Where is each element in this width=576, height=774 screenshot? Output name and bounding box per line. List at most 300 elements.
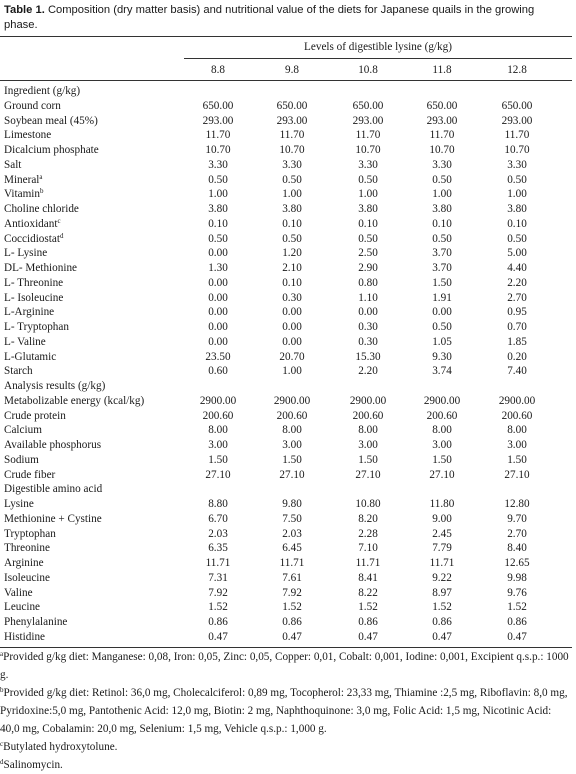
header-bottom-rule	[0, 80, 572, 81]
table-cell: 10.70	[279, 144, 305, 156]
table-cell: 1.00	[432, 188, 452, 201]
table-cell: 4.40	[507, 262, 527, 274]
table-cell: 0.50	[507, 173, 527, 186]
table-cell: 0.86	[358, 616, 378, 628]
table-cell: 2.50	[358, 247, 378, 260]
table-cell: 0.00	[282, 306, 302, 319]
table-cell: 3.00	[208, 439, 228, 451]
table-cell: 7.40	[507, 365, 527, 378]
table-row	[0, 364, 572, 379]
row-label	[4, 615, 67, 630]
table-cell: 11.71	[205, 557, 231, 569]
table-cell: 0.50	[208, 232, 228, 245]
table-cell: 27.10	[355, 468, 381, 481]
table-cell: 11.70	[504, 129, 530, 142]
row-label-text: Mineral	[4, 173, 40, 186]
row-label	[4, 497, 34, 512]
table-cell: 0.10	[358, 217, 378, 230]
table-cell: 0.50	[282, 173, 302, 186]
row-label-text: Salt	[4, 158, 22, 171]
row-label	[4, 232, 63, 247]
table-cell: 0.86	[507, 616, 527, 628]
table-cell: 7.92	[282, 586, 302, 599]
table-cell: 0.00	[208, 335, 228, 348]
table-cell: 8.00	[208, 424, 228, 437]
table-cell: 0.60	[208, 365, 228, 378]
row-label-text: Histidine	[4, 630, 46, 643]
table-cell: 1.50	[358, 453, 378, 466]
table-cell: 11.70	[429, 129, 455, 142]
table-cell: 8.20	[358, 512, 378, 525]
row-label-text: L-Glutamic	[4, 350, 57, 363]
table-cell: 293.00	[352, 114, 384, 127]
table-cell: 0.00	[282, 321, 302, 333]
table-row	[0, 158, 572, 173]
table-cell: 2.70	[507, 291, 527, 304]
table-cell: 3.30	[358, 158, 378, 171]
table-cell: 0.47	[208, 630, 228, 643]
row-label-text: L- Lysine	[4, 247, 48, 260]
table-cell: 15.30	[355, 350, 381, 363]
table-cell: 0.50	[432, 321, 452, 333]
row-label	[4, 158, 21, 173]
table-cell: 0.47	[507, 630, 527, 643]
table-cell: 9.70	[507, 512, 527, 525]
table-cell: 0.00	[208, 291, 228, 304]
section-row	[0, 379, 572, 394]
table-cell: 200.60	[501, 409, 533, 422]
table-cell: 6.70	[208, 512, 228, 525]
table-cell: 1.52	[432, 601, 452, 614]
table-cell: 0.10	[432, 217, 452, 230]
table-cell: 27.10	[279, 468, 305, 481]
table-cell: 200.60	[202, 409, 234, 422]
table-cell: 2.20	[358, 365, 378, 378]
table-cell: 200.60	[352, 409, 384, 422]
table-row	[0, 291, 572, 306]
table-row	[0, 202, 572, 217]
table-cell: 27.10	[429, 468, 455, 481]
table-cell: 3.00	[507, 439, 527, 451]
table-cell: 5.00	[507, 247, 527, 260]
table-cell: 0.00	[432, 306, 452, 319]
table-cell: 3.70	[432, 262, 452, 274]
row-label	[4, 527, 56, 542]
row-label	[4, 600, 40, 615]
table-cell: 3.00	[282, 439, 302, 451]
footnote-marker: d	[59, 231, 64, 240]
table-cell: 0.00	[208, 321, 228, 333]
table-cell: 27.10	[205, 468, 231, 481]
table-cell: 7.92	[208, 586, 228, 599]
table-row	[0, 571, 572, 586]
table-cell: 9.98	[507, 571, 527, 584]
section-title: Digestible amino acid	[4, 483, 103, 496]
table-cell: 2900.00	[349, 394, 387, 407]
table-row	[0, 615, 572, 630]
table-cell: 2.20	[507, 276, 527, 289]
table-cell: 12.65	[504, 557, 530, 569]
table-cell: 0.10	[282, 217, 302, 230]
table-cell: 1.52	[358, 601, 378, 614]
table-cell: 1.50	[432, 276, 452, 289]
footnote-text: Provided g/kg diet: Retinol: 36,0 mg, Cholecalciferol: 0,89 mg, Tocopherol: 23,33 mg, Thiamine :2,5 mg, Riboflavin: 8,0 mg, Pyridoxine:5,0 mg, Pantothenic Acid: 12,0 mg, Biotin: 2 mg, Naphthoquinone: 3,0 mg, Folic Acid: 1,5 mg, Nicotinic Acid: 40,0 mg, Cobalamin: 20,0 mg, Selenium: 1,5 mg, Vehicle q.s.p.: 1,000 g.	[0, 686, 568, 735]
row-label-text: Ground corn	[4, 99, 61, 112]
table-cell: 0.50	[282, 232, 302, 245]
table-cell: 0.86	[432, 616, 452, 628]
table-cell: 3.30	[507, 158, 527, 171]
table-cell: 650.00	[276, 99, 308, 112]
row-label	[4, 468, 55, 483]
table-row	[0, 187, 572, 202]
row-label-text: Crude fiber	[4, 468, 56, 481]
row-label-text: L- Isoleucine	[4, 291, 64, 304]
table-cell: 8.41	[358, 571, 378, 584]
table-cell: 0.00	[208, 276, 228, 289]
table-cell: 10.70	[504, 144, 530, 156]
table-cell: 1.05	[432, 335, 452, 348]
table-row	[0, 114, 572, 129]
table-row	[0, 497, 572, 512]
table-cell: 9.22	[432, 571, 452, 584]
table-cell: 0.80	[358, 276, 378, 289]
row-label	[4, 438, 101, 453]
table-cell: 2.45	[432, 527, 452, 540]
row-label	[4, 556, 44, 571]
row-label	[4, 291, 63, 306]
table-cell: 0.50	[507, 232, 527, 245]
row-label	[4, 202, 79, 217]
table-row	[0, 305, 572, 320]
table-row	[0, 350, 572, 365]
table-row	[0, 512, 572, 527]
table-cell: 11.70	[355, 129, 381, 142]
table-cell: 2.70	[507, 527, 527, 540]
row-label-text: Phenylalanine	[4, 616, 68, 628]
table-cell: 0.86	[208, 616, 228, 628]
row-label	[4, 335, 46, 350]
row-label	[4, 409, 66, 424]
table-cell: 293.00	[202, 114, 234, 127]
table-caption-text: Composition (dry matter basis) and nutritional value of the diets for Japanese quails in the growing phase.	[4, 4, 535, 31]
table-cell: 0.00	[208, 306, 228, 319]
row-label-text: Dicalcium phosphate	[4, 144, 99, 156]
table-row	[0, 99, 572, 114]
table-cell: 2900.00	[199, 394, 237, 407]
row-label-text: Vitamin	[4, 188, 40, 201]
table-cell: 7.31	[208, 571, 228, 584]
table-cell: 1.10	[358, 291, 378, 304]
table-caption	[4, 3, 570, 33]
level-header: 11.8	[432, 64, 452, 76]
table-cell: 3.80	[358, 203, 378, 215]
row-label	[4, 512, 102, 527]
table-cell: 1.52	[507, 601, 527, 614]
table-row	[0, 276, 572, 291]
table-cell: 3.30	[208, 158, 228, 171]
table-cell: 8.00	[282, 424, 302, 437]
table-cell: 7.10	[358, 542, 378, 555]
table-cell: 3.80	[507, 203, 527, 215]
table-cell: 2.03	[282, 527, 302, 540]
level-header: 12.8	[507, 64, 527, 76]
table-cell: 0.10	[507, 217, 527, 230]
table-cell: 8.40	[507, 542, 527, 555]
row-label-text: L-Arginine	[4, 306, 55, 319]
table-cell: 8.00	[432, 424, 452, 437]
section-title: Analysis results (g/kg)	[4, 380, 106, 392]
table-row	[0, 453, 572, 468]
table-row	[0, 217, 572, 232]
table-cell: 8.22	[358, 586, 378, 599]
table-cell: 10.70	[355, 144, 381, 156]
table-row	[0, 335, 572, 350]
table-cell: 0.00	[282, 335, 302, 348]
table-cell: 9.00	[432, 512, 452, 525]
table-cell: 1.00	[358, 188, 378, 201]
table-cell: 7.50	[282, 512, 302, 525]
row-label-text: DL- Methionine	[4, 262, 78, 274]
table-row	[0, 630, 572, 645]
table-cell: 7.61	[282, 571, 302, 584]
row-label-text: L- Tryptophan	[4, 321, 69, 333]
table-row	[0, 409, 572, 424]
row-label	[4, 571, 50, 586]
footnote-item	[0, 738, 572, 756]
table-cell: 2900.00	[498, 394, 536, 407]
table-cell: 3.30	[432, 158, 452, 171]
table-cell: 3.30	[282, 158, 302, 171]
row-label-text: Sodium	[4, 453, 39, 466]
table-cell: 8.97	[432, 586, 452, 599]
table-cell: 650.00	[202, 99, 234, 112]
table-row	[0, 541, 572, 556]
table-cell: 1.00	[507, 188, 527, 201]
row-label	[4, 630, 45, 645]
table-cell: 11.71	[279, 557, 305, 569]
table-cell: 20.70	[279, 350, 305, 363]
table-top-rule	[0, 36, 572, 37]
row-label	[4, 320, 69, 335]
row-label-text: Coccidiostat	[4, 232, 60, 245]
table-cell: 293.00	[501, 114, 533, 127]
footnote-list	[0, 648, 572, 774]
row-label-text: Metabolizable energy (kcal/kg)	[4, 394, 145, 407]
table-row	[0, 232, 572, 247]
table-cell: 0.50	[432, 173, 452, 186]
table-row	[0, 128, 572, 143]
row-label	[4, 187, 44, 202]
table-row	[0, 246, 572, 261]
section-row	[0, 84, 572, 99]
table-row	[0, 556, 572, 571]
table-cell: 0.30	[358, 321, 378, 333]
row-label-text: Soybean meal (45%)	[4, 114, 98, 127]
row-label-text: Calcium	[4, 424, 42, 437]
row-label-text: Choline chloride	[4, 203, 79, 215]
footnote-marker: c	[57, 216, 61, 225]
table-cell: 2900.00	[423, 394, 461, 407]
table-cell: 0.00	[358, 306, 378, 319]
table-row	[0, 173, 572, 188]
row-label	[4, 586, 33, 601]
table-cell: 0.50	[358, 173, 378, 186]
table-cell: 1.30	[208, 262, 228, 274]
table-cell: 2.90	[358, 262, 378, 274]
row-label-text: Valine	[4, 586, 33, 599]
footnote-item	[0, 648, 572, 684]
table-cell: 1.00	[282, 365, 302, 378]
table-cell: 3.80	[282, 203, 302, 215]
row-label	[4, 394, 144, 409]
table-cell: 1.85	[507, 335, 527, 348]
row-label-text: Starch	[4, 365, 33, 378]
table-cell: 0.47	[282, 630, 302, 643]
table-row	[0, 423, 572, 438]
table-row	[0, 394, 572, 409]
row-label-text: Antioxidant	[4, 217, 58, 230]
table-cell: 8.80	[208, 498, 228, 510]
footnote-marker: a	[39, 172, 43, 181]
row-label	[4, 143, 99, 158]
table-cell: 0.95	[507, 306, 527, 319]
table-cell: 10.80	[355, 498, 381, 510]
table-cell: 9.76	[507, 586, 527, 599]
row-label	[4, 364, 33, 379]
table-row	[0, 320, 572, 335]
table-cell: 2.10	[282, 262, 302, 274]
row-label	[4, 305, 54, 320]
table-cell: 1.50	[507, 453, 527, 466]
row-label-text: L- Valine	[4, 335, 46, 348]
row-label-text: Lysine	[4, 498, 34, 510]
table-cell: 1.20	[282, 247, 302, 260]
table-row	[0, 586, 572, 601]
table-cell: 2.03	[208, 527, 228, 540]
footnote-item	[0, 684, 572, 738]
table-cell: 3.80	[208, 203, 228, 215]
table-cell: 11.80	[429, 498, 455, 510]
footnote-mark: b	[0, 685, 4, 694]
row-label	[4, 350, 56, 365]
row-label	[4, 173, 43, 188]
row-label	[4, 261, 77, 276]
row-label	[4, 276, 63, 291]
table-cell: 0.30	[358, 335, 378, 348]
table-cell: 650.00	[501, 99, 533, 112]
table-cell: 1.00	[282, 188, 302, 201]
table-cell: 0.47	[432, 630, 452, 643]
footnote-item	[0, 756, 572, 774]
table-cell: 0.10	[282, 276, 302, 289]
table-caption-label: Table 1.	[4, 4, 45, 16]
level-header: 9.8	[285, 64, 299, 76]
levels-underline	[184, 58, 572, 59]
footnote-mark: a	[0, 649, 4, 658]
row-label-text: Crude protein	[4, 409, 66, 422]
row-label	[4, 114, 98, 129]
row-label	[4, 99, 61, 114]
table-cell: 0.70	[507, 321, 527, 333]
row-label-text: Leucine	[4, 601, 41, 614]
row-label	[4, 453, 39, 468]
row-label-text: Methionine + Cystine	[4, 512, 102, 525]
table-cell: 23.50	[205, 350, 231, 363]
table-cell: 650.00	[426, 99, 458, 112]
levels-header: Levels of digestible lysine (g/kg)	[304, 41, 452, 53]
table-cell: 8.00	[358, 424, 378, 437]
table-cell: 3.70	[432, 247, 452, 260]
section-title: Ingredient (g/kg)	[4, 85, 81, 97]
row-label-text: Available phosphorus	[4, 439, 102, 451]
row-label	[4, 128, 51, 143]
table-row	[0, 143, 572, 158]
footnote-mark: d	[0, 757, 4, 766]
table-cell: 1.50	[282, 453, 302, 466]
row-label-text: Isoleucine	[4, 571, 50, 584]
table-cell: 0.00	[208, 247, 228, 260]
section-row	[0, 482, 572, 497]
row-label	[4, 246, 47, 261]
table-row	[0, 438, 572, 453]
row-label	[4, 217, 61, 232]
table-cell: 200.60	[276, 409, 308, 422]
table-cell: 1.52	[282, 601, 302, 614]
table-cell: 27.10	[504, 468, 530, 481]
table-cell: 1.91	[432, 291, 452, 304]
table-cell: 2900.00	[273, 394, 311, 407]
table-cell: 0.30	[282, 291, 302, 304]
table-cell: 3.74	[432, 365, 452, 378]
footnote-text: Butylated hydroxytolune.	[3, 740, 118, 753]
table-row	[0, 468, 572, 483]
table-cell: 1.50	[208, 453, 228, 466]
table-cell: 3.80	[432, 203, 452, 215]
row-label-text: Arginine	[4, 557, 44, 569]
table-cell: 0.47	[358, 630, 378, 643]
table-cell: 0.50	[432, 232, 452, 245]
table-cell: 8.00	[507, 424, 527, 437]
table-cell: 11.71	[355, 557, 381, 569]
row-label-text: Tryptophan	[4, 527, 56, 540]
level-header: 10.8	[358, 64, 378, 76]
table-cell: 0.50	[358, 232, 378, 245]
table-cell: 6.45	[282, 542, 302, 555]
row-label-text: Limestone	[4, 129, 52, 142]
table-cell: 11.70	[279, 129, 305, 142]
level-header: 8.8	[211, 64, 225, 76]
table-cell: 0.20	[507, 350, 527, 363]
table-cell: 11.70	[205, 129, 231, 142]
table-cell: 0.50	[208, 173, 228, 186]
table-cell: 1.50	[432, 453, 452, 466]
table-cell: 650.00	[352, 99, 384, 112]
footnote-text: Provided g/kg diet: Manganese: 0,08, Iron: 0,05, Zinc: 0,05, Copper: 0,01, Cobalt: 0,001, Iodine: 0,001, Excipient q.s.p.: 1000 g.	[0, 650, 569, 681]
table-cell: 1.52	[208, 601, 228, 614]
table-cell: 1.00	[208, 188, 228, 201]
table-cell: 3.00	[432, 439, 452, 451]
table-cell: 293.00	[276, 114, 308, 127]
table-cell: 0.10	[208, 217, 228, 230]
row-label-text: L- Threonine	[4, 276, 64, 289]
row-label	[4, 423, 42, 438]
table-cell: 6.35	[208, 542, 228, 555]
table-cell: 293.00	[426, 114, 458, 127]
footnote-marker: b	[40, 187, 44, 196]
table-cell: 11.71	[429, 557, 455, 569]
row-label	[4, 541, 50, 556]
table-cell: 3.00	[358, 439, 378, 451]
